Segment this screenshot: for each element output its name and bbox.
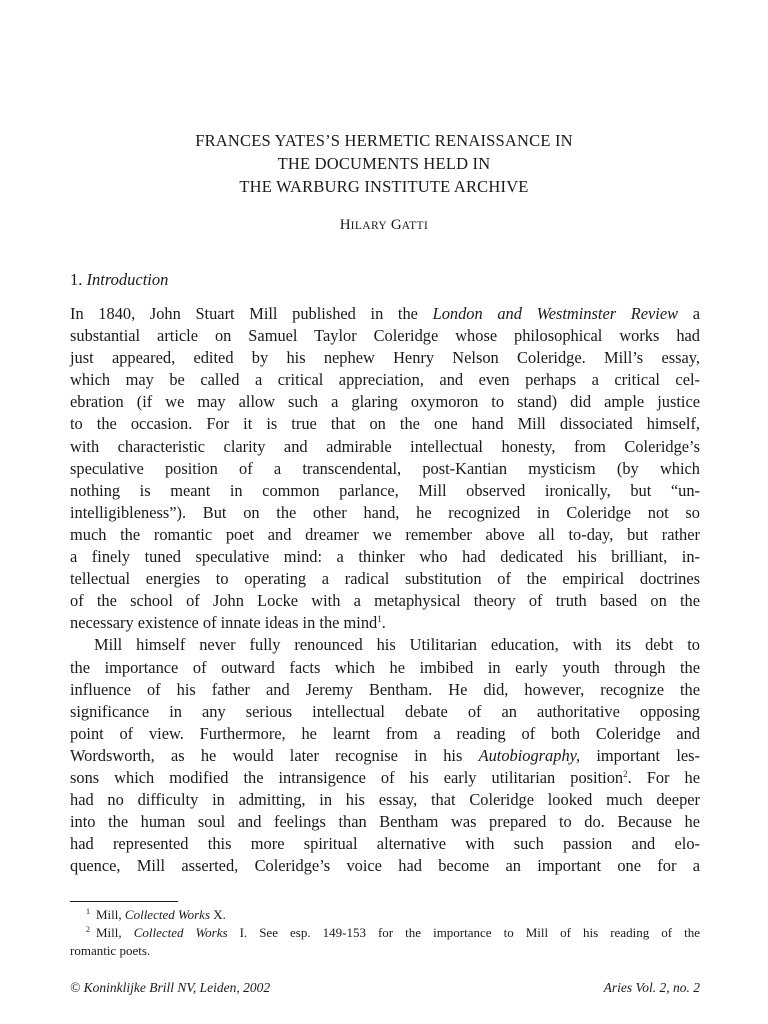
footnote-2 — [70, 924, 700, 942]
footnote-1 — [70, 906, 700, 924]
text-line: nothing is meant in common parlance, Mill observed ironically, but “un- — [70, 480, 700, 500]
author-first-rest: ILARY — [350, 220, 388, 232]
article-title — [0, 129, 768, 198]
footnote-number: 2 — [86, 925, 90, 934]
text-line: the importance of outward facts which he imbibed in early youth through the — [70, 657, 700, 677]
text-line: significance in any serious intellectual debate of an authoritative opposing — [70, 701, 700, 721]
title-line-2: THE DOCUMENTS HELD IN — [277, 154, 491, 173]
text-span: I. See esp. 149-153 for the importance to Mill of his reading of the — [227, 925, 700, 940]
text-line: into the human soul and feelings than Bentham was prepared to do. Because he — [70, 812, 700, 832]
text-span: a — [678, 304, 701, 323]
book-title: Autobiography, — [478, 745, 581, 765]
text-span: . — [381, 613, 386, 633]
footnote-ref-1[interactable]: 1 — [377, 614, 382, 625]
copyright-notice: © Koninklijke Brill NV, Leiden, 2002 — [70, 980, 271, 995]
text-line: which may be called a critical appreciation, and even perhaps a critical cel- — [70, 370, 700, 390]
section-title: Introduction — [86, 270, 169, 289]
book-title: Collected Works — [124, 907, 210, 922]
author-last-rest: ATTI — [401, 220, 429, 232]
text-line: point of view. Furthermore, he learnt from a reading of both Coleridge and — [70, 723, 700, 743]
footnote-ref-2[interactable]: 2 — [623, 768, 628, 779]
text-line: speculative position of a transcendental, post-Kantian mysticism (by which — [70, 458, 700, 478]
page-footer — [70, 979, 700, 997]
text-line — [70, 303, 700, 325]
author-last-initial: G — [390, 217, 402, 233]
journal-title: London and Westminster Review — [432, 304, 679, 323]
text-span: . For he — [627, 767, 700, 787]
text-line: of the school of John Locke with a metaphysical theory of truth based on the — [70, 591, 700, 611]
author-first-initial: H — [339, 217, 351, 233]
text-line: just appeared, edited by his nephew Henry Nelson Coleridge. Mill’s essay, — [70, 348, 700, 368]
text-line: intelligibleness”). But on the other hand, he recognized in Coleridge not so — [70, 502, 700, 522]
paragraph-1 — [70, 303, 700, 634]
title-line-3: THE WARBURG INSTITUTE ARCHIVE — [239, 177, 529, 196]
text-line: to the occasion. For it is true that on the one hand Mill dissociated himself, — [70, 414, 700, 434]
book-title: Collected Works — [133, 925, 228, 940]
text-line: much the romantic poet and dreamer we remember above all to-day, but rather — [70, 524, 700, 544]
section-heading — [70, 269, 168, 291]
text-line: had no difficulty in admitting, in his essay, that Coleridge looked much deeper — [70, 790, 700, 810]
text-line: ebration (if we may allow such a glaring oxymoron to stand) did ample justice — [70, 392, 700, 412]
body-text — [70, 303, 700, 877]
text-line: had represented this more spiritual alternative with such passion and elo- — [70, 834, 700, 854]
text-line: influence of his father and Jeremy Bentham. He did, however, recognize the — [70, 679, 700, 699]
text-span: X. — [210, 907, 226, 922]
text-span: necessary existence of innate ideas in the mind — [70, 613, 378, 633]
text-span: Mill, — [96, 925, 134, 940]
text-line: tellectual energies to operating a radical substitution of the empirical doctrines — [70, 569, 700, 589]
text-span: In 1840, John Stuart Mill published in the — [70, 304, 433, 323]
footnote-2-continued: romantic poets. — [70, 943, 151, 958]
text-span: Wordsworth, as he would later recognise in his — [70, 745, 479, 765]
text-line: with characteristic clarity and admirable intellectual honesty, from Coleridge’s — [70, 436, 700, 456]
title-line-1: FRANCES YATES’S HERMETIC RENAISSANCE IN — [195, 131, 573, 150]
text-line: substantial article on Samuel Taylor Coleridge whose philosophical works had — [70, 326, 700, 346]
text-line: Mill himself never fully renounced his Utilitarian education, with its debt to — [94, 635, 700, 655]
footnote-divider — [70, 901, 178, 902]
text-span: Mill, — [96, 907, 125, 922]
text-line: quence, Mill asserted, Coleridge’s voice had become an important one for a — [70, 856, 700, 876]
section-number: 1. — [70, 270, 83, 289]
text-span: important les- — [580, 745, 700, 765]
text-line — [70, 612, 700, 634]
text-line — [70, 767, 700, 789]
text-line — [70, 745, 700, 767]
journal-issue: Aries Vol. 2, no. 2 — [603, 980, 700, 995]
text-line: a finely tuned speculative mind: a thinker who had dedicated his brilliant, in- — [70, 547, 700, 567]
paragraph-2 — [70, 634, 700, 877]
text-span: sons which modified the intransigence of his early utilitarian position — [70, 767, 624, 787]
footnotes — [70, 906, 700, 960]
footnote-number: 1 — [86, 907, 90, 916]
author-name — [0, 215, 768, 236]
